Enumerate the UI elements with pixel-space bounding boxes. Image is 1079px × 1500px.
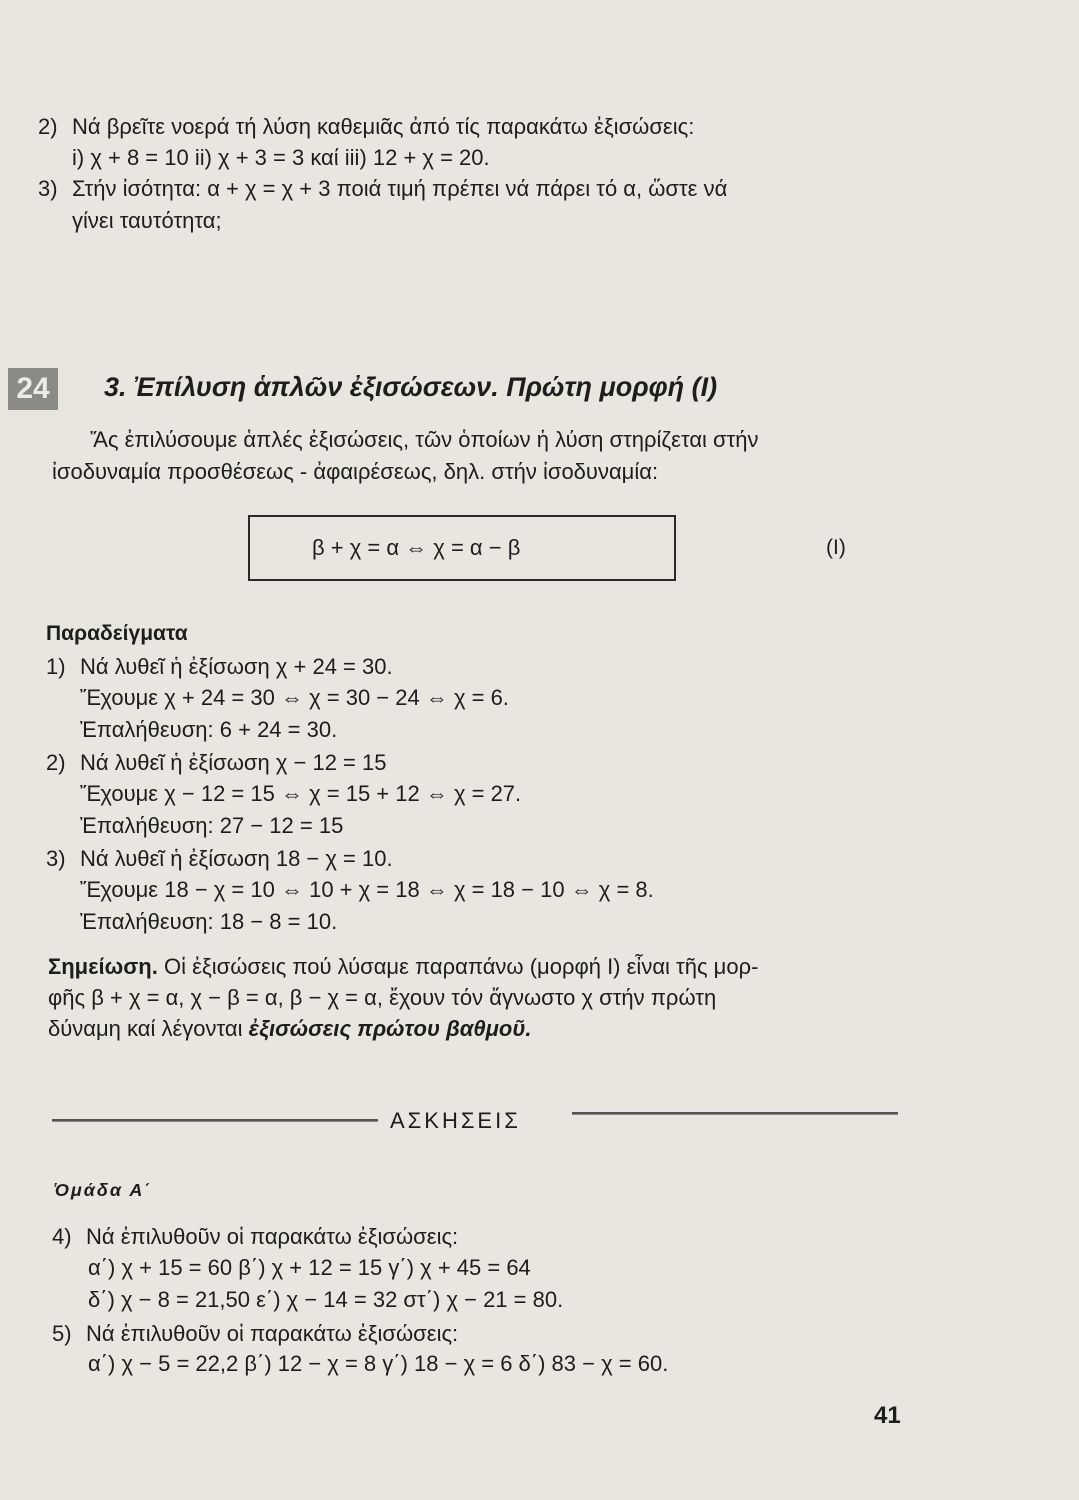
- note-line-3-text: δύναμη καί λέγονται: [48, 1016, 243, 1041]
- note-line-1: Οἱ ἐξισώσεις πού λύσαμε παραπάνω (μορφή I) εἶναι τῆς μορ-: [163, 954, 759, 979]
- exercise-5-number: 5): [52, 1321, 72, 1346]
- exercise-4: [52, 1223, 458, 1251]
- example-1-number: 1): [46, 654, 66, 679]
- section-heading: 3. Ἐπίλυση ἁπλῶν ἐξισώσεων. Πρώτη μορφή (I): [104, 372, 718, 402]
- example-3-check: Ἐπαλήθευση: 18 − 8 = 10.: [80, 909, 338, 934]
- example-2-work: Ἔχουμε χ − 12 = 15 ⇔ χ = 15 + 12 ⇔ χ = 27.: [80, 781, 522, 806]
- page-number: 41: [874, 1402, 901, 1429]
- exercise-5: [52, 1320, 458, 1348]
- section-rule-left: [52, 1119, 378, 1122]
- example-2: [46, 749, 386, 777]
- group-label: Ὁμάδα Α΄: [54, 1180, 153, 1200]
- exercise-2-number: 2): [38, 114, 58, 139]
- exercise-2: [38, 113, 694, 141]
- example-2-check: Ἐπαλήθευση: 27 − 12 = 15: [80, 813, 344, 838]
- example-1: [46, 653, 393, 681]
- example-2-number: 2): [46, 750, 66, 775]
- intro-line-2: ἰσοδυναμία προσθέσεως - ἀφαιρέσεως, δηλ. στήν ἰσοδυναμία:: [52, 459, 659, 484]
- example-3-work: Ἔχουμε 18 − χ = 10 ⇔ 10 + χ = 18 ⇔ χ = 18 − 10 ⇔ χ = 8.: [80, 877, 654, 902]
- exercise-3-line-2: γίνει ταυτότητα;: [72, 208, 222, 233]
- note-line-3: [48, 1015, 531, 1043]
- example-1-statement: Νά λυθεῖ ἡ ἐξίσωση χ + 24 = 30.: [80, 654, 393, 679]
- section-rule-right: [572, 1112, 898, 1115]
- exercise-3-number: 3): [38, 176, 58, 201]
- note-line-2: φῆς β + χ = α, χ − β = α, β − χ = α, ἔχουν τόν ἄγνωστο χ στήν πρώτη: [48, 985, 717, 1010]
- exercise-4-row-1: α΄) χ + 15 = 60 β΄) χ + 12 = 15 γ΄) χ + 45 = 64: [88, 1255, 531, 1280]
- example-3-number: 3): [46, 846, 66, 871]
- exercise-3: [38, 175, 727, 203]
- example-1-check: Ἐπαλήθευση: 6 + 24 = 30.: [80, 717, 338, 742]
- examples-title: Παραδείγματα: [46, 622, 188, 645]
- example-3-statement: Νά λυθεῖ ἡ ἐξίσωση 18 − χ = 10.: [80, 846, 393, 871]
- note-term: ἐξισώσεις πρώτου βαθμοῦ.: [248, 1016, 532, 1041]
- formula-tag: (I): [826, 536, 846, 559]
- example-1-work: Ἔχουμε χ + 24 = 30 ⇔ χ = 30 − 24 ⇔ χ = 6.: [80, 685, 509, 710]
- exercise-5-row-1: α΄) χ − 5 = 22,2 β΄) 12 − χ = 8 γ΄) 18 − χ = 6 δ΄) 83 − χ = 60.: [88, 1351, 669, 1376]
- exercise-2-statement: Νά βρεῖτε νοερά τή λύση καθεμιᾶς ἀπό τίς παρακάτω ἐξισώσεις:: [72, 114, 695, 139]
- section-number-badge: 24: [8, 368, 58, 410]
- example-3: [46, 845, 393, 873]
- exercise-5-statement: Νά ἐπιλυθοῦν οἱ παρακάτω ἐξισώσεις:: [86, 1321, 459, 1346]
- exercise-4-statement: Νά ἐπιλυθοῦν οἱ παρακάτω ἐξισώσεις:: [86, 1224, 459, 1249]
- formula: β + χ = α ⇔ χ = α − β: [312, 535, 521, 560]
- intro-line-1: Ἄς ἐπιλύσουμε ἁπλές ἐξισώσεις, τῶν ὁποίων ἡ λύση στηρίζεται στήν: [90, 427, 759, 452]
- exercises-title: ΑΣΚΗΣΕΙΣ: [390, 1108, 521, 1133]
- note-label: Σημείωση.: [48, 954, 158, 979]
- exercise-3-line-1: Στήν ἰσότητα: α + χ = χ + 3 ποιά τιμή πρέπει νά πάρει τό α, ὥστε νά: [72, 176, 728, 201]
- exercise-4-row-2: δ΄) χ − 8 = 21,50 ε΄) χ − 14 = 32 στ΄) χ − 21 = 80.: [88, 1287, 564, 1312]
- formula-box: [248, 515, 676, 581]
- example-2-statement: Νά λυθεῖ ἡ ἐξίσωση χ − 12 = 15: [80, 750, 387, 775]
- exercise-2-items: i) χ + 8 = 10 ii) χ + 3 = 3 καί iii) 12 + χ = 20.: [72, 145, 490, 170]
- exercise-4-number: 4): [52, 1224, 72, 1249]
- note: [48, 953, 758, 981]
